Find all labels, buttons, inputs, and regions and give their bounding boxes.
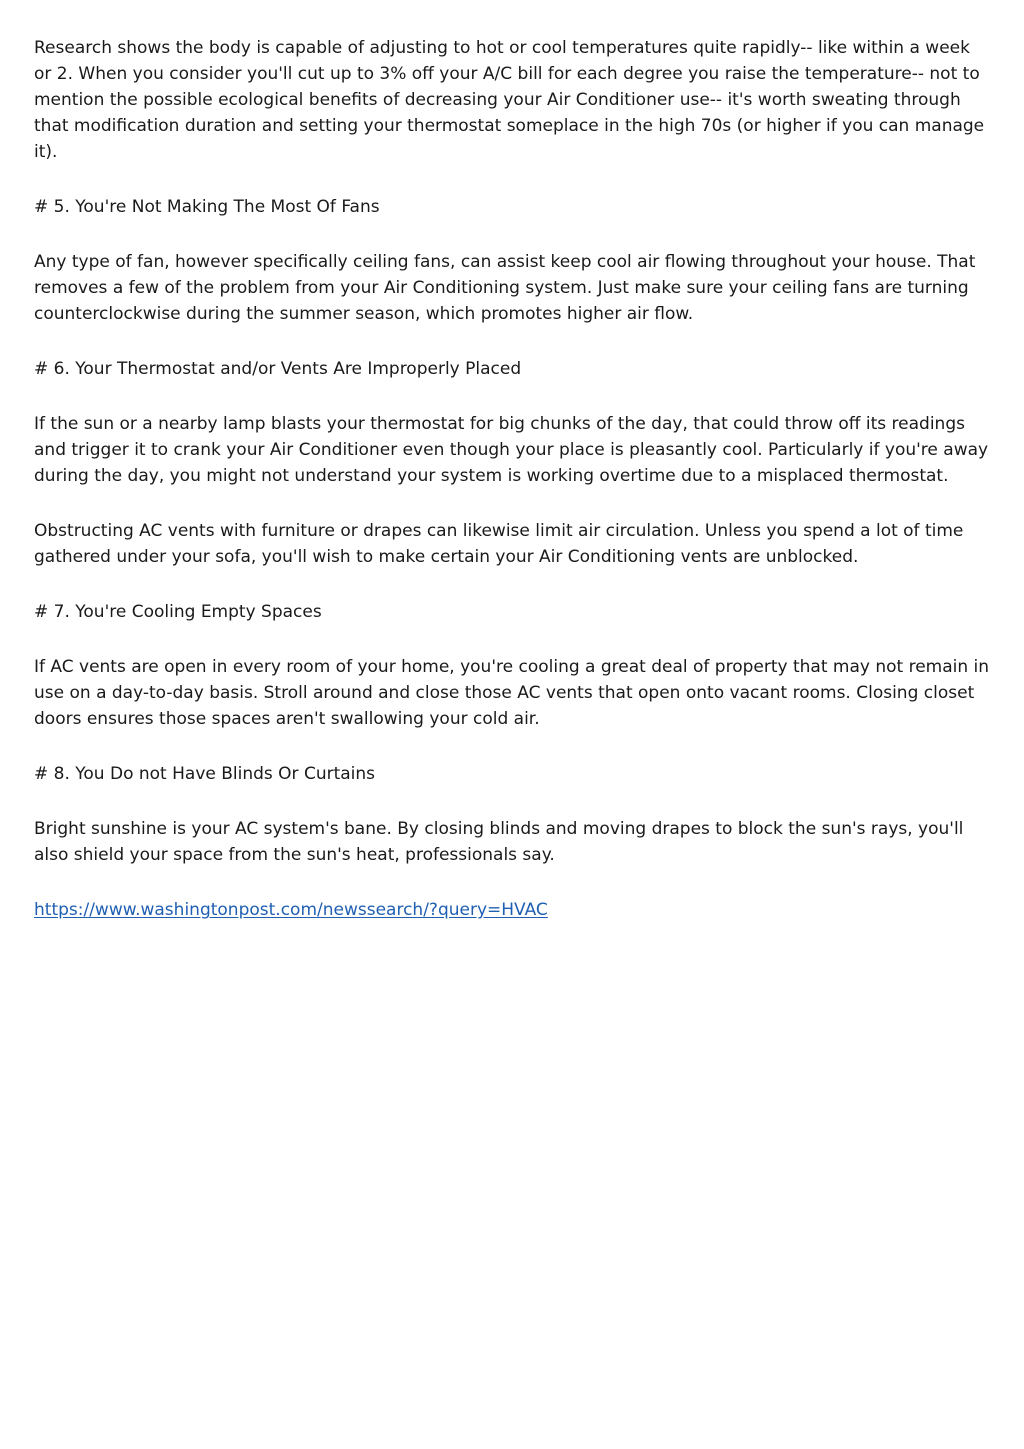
section-heading-thermostat-vents: # 6. Your Thermostat and/or Vents Are Improperly Placed: [34, 359, 522, 379]
paragraph-adjusting-temperature: Research shows the body is capable of adjusting to hot or cool temperatures quite rapidly-- like within a week or 2. When you consider you'll cut up to 3% off your A/C bill for each degree you raise the temperature-- not to mention the possible ecological benefits of decreasing your Air Conditioner use-- it's worth sweating through that modification duration and setting your thermostat someplace in the high 70s (or higher if you can manage it).: [34, 38, 985, 162]
link-paragraph: [34, 897, 992, 923]
section-heading-blinds-curtains: # 8. You Do not Have Blinds Or Curtains: [34, 764, 376, 784]
section-heading-fans: # 5. You're Not Making The Most Of Fans: [34, 197, 380, 217]
paragraph-empty-rooms: If AC vents are open in every room of your home, you're cooling a great deal of property that may not remain in use on a day-to-day basis. Stroll around and close those AC vents that open onto vacant rooms. Closing closet doors ensures those spaces aren't swallowing your cold air.: [34, 657, 990, 729]
document-body: [34, 35, 992, 952]
section-heading-empty-spaces: # 7. You're Cooling Empty Spaces: [34, 602, 322, 622]
paragraph-ceiling-fans: Any type of fan, however specifically ceiling fans, can assist keep cool air flowing throughout your house. That removes a few of the problem from your Air Conditioning system. Just make sure your ceiling fans are turning counterclockwise during the summer season, which promotes higher air flow.: [34, 252, 976, 324]
paragraph-sunshine: Bright sunshine is your AC system's bane. By closing blinds and moving drapes to block the sun's rays, you'll also shield your space from the sun's heat, professionals say.: [34, 819, 964, 865]
washingtonpost-link[interactable]: https://www.washingtonpost.com/newssearch/?query=HVAC: [34, 900, 548, 920]
paragraph-obstructed-vents: Obstructing AC vents with furniture or drapes can likewise limit air circulation. Unless you spend a lot of time gathered under your sofa, you'll wish to make certain your Air Conditioning vents are unblocked.: [34, 521, 964, 567]
paragraph-thermostat-placement: If the sun or a nearby lamp blasts your thermostat for big chunks of the day, that could throw off its readings and trigger it to crank your Air Conditioner even though your place is pleasantly cool. Particularly if you're away during the day, you might not understand your system is working overtime due to a misplaced thermostat.: [34, 414, 989, 486]
